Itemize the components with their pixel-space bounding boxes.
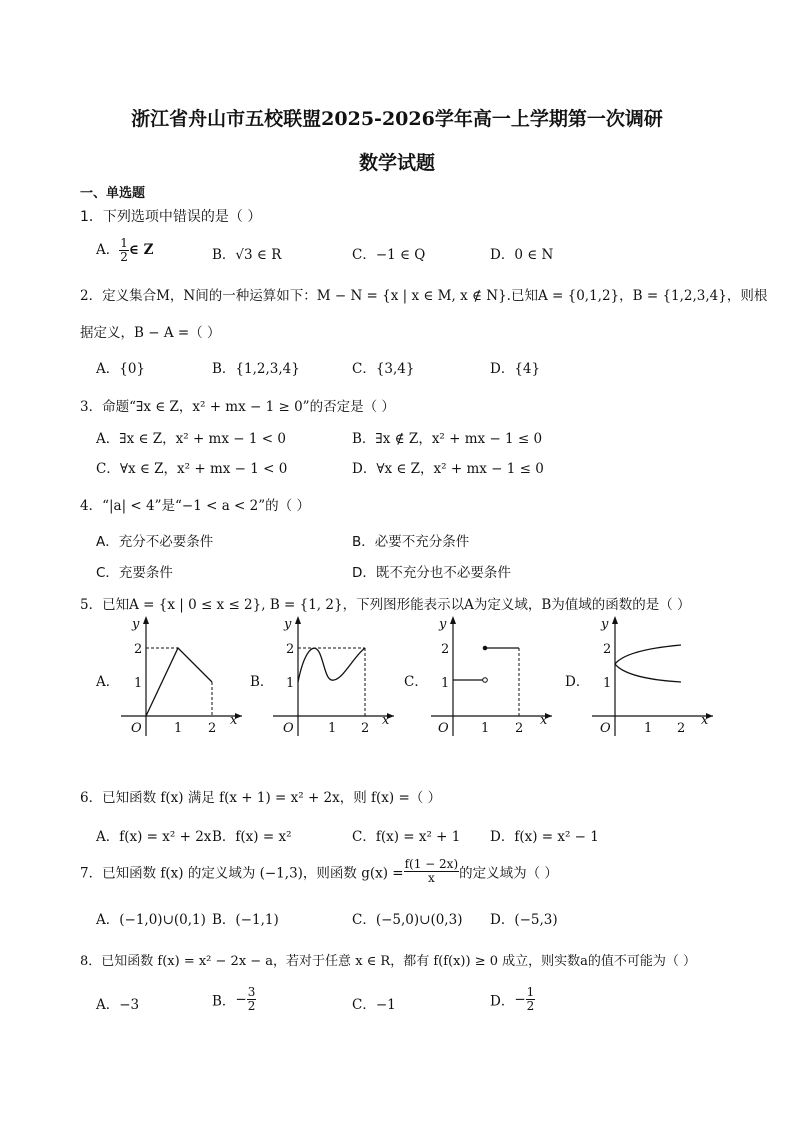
graph-c-xtick-2: 2	[515, 721, 524, 736]
q4-option-c: C．充要条件	[96, 565, 173, 581]
q5-graph-c	[426, 612, 556, 740]
q7-stem	[80, 858, 558, 885]
graph-a-xtick-2: 2	[208, 721, 217, 736]
exam-title: 浙江省舟山市五校联盟2025-2026学年高一上学期第一次调研	[131, 108, 663, 130]
graph-d-ytick-2: 2	[603, 642, 612, 657]
graph-c-origin: O	[438, 721, 449, 736]
q1-a-fraction	[119, 237, 129, 264]
graph-d-origin: O	[600, 721, 611, 736]
graph-c-y-label: y	[439, 617, 447, 632]
q3-option-c: C．∀x ∈ Z，x² + mx − 1 < 0	[96, 461, 288, 477]
q1-option-a	[96, 237, 153, 264]
q5-graph-d	[587, 612, 717, 740]
graph-a-ytick-1: 1	[134, 676, 143, 691]
q8-option-a: A．−3	[96, 997, 140, 1013]
q1-stem: 1．下列选项中错误的是（ ）	[80, 209, 262, 225]
graph-d-xtick-1: 1	[644, 721, 653, 736]
q8-b-fraction	[247, 986, 257, 1013]
q8-b-label: B．	[212, 993, 236, 1010]
q1-a-tail: ∈ Z	[128, 242, 154, 258]
graph-b-x-label: x	[382, 713, 390, 728]
q7-fraction	[404, 858, 460, 885]
q8-d-den: 2	[526, 999, 535, 1013]
q3-option-b: B．∃x ∉ Z，x² + mx − 1 ≤ 0	[352, 431, 543, 447]
q8-d-num: 1	[526, 985, 535, 999]
q8-d-fraction	[526, 986, 536, 1013]
q1-a-label: A．	[96, 242, 120, 258]
q1-a-den: 2	[120, 250, 128, 264]
q8-stem: 8．已知函数 f(x) = x² − 2x − a，若对于任意 x ∈ R，都有 f(f(x)) ≥ 0 成立，则实数a的值不可能为（ ）	[80, 954, 697, 969]
q8-d-sign: −	[514, 991, 526, 1008]
graph-a-origin: O	[131, 721, 142, 736]
graph-c-x-label: x	[540, 713, 548, 728]
q6-option-c: C．f(x) = x² + 1	[352, 829, 461, 845]
graph-b-ytick-1: 1	[286, 676, 295, 691]
graph-b-y-label: y	[284, 617, 292, 632]
graph-d-xtick-2: 2	[677, 721, 686, 736]
q8-b-sign: −	[235, 991, 247, 1008]
graph-a-x-label: x	[230, 713, 238, 728]
q7-option-c: C．(−5,0)∪(0,3)	[352, 912, 463, 928]
graph-a-ytick-2: 2	[134, 642, 143, 657]
q2-option-d: D．{4}	[490, 361, 541, 377]
q6-stem: 6．已知函数 f(x) 满足 f(x + 1) = x² + 2x，则 f(x) =（ ）	[80, 790, 442, 806]
q3-option-d: D．∀x ∈ Z，x² + mx − 1 ≤ 0	[352, 461, 544, 477]
q1-option-d: D．0 ∈ N	[490, 247, 554, 263]
graph-b-ytick-2: 2	[286, 642, 295, 657]
q5-option-b: B．	[250, 674, 274, 690]
q2-option-b: B．{1,2,3,4}	[212, 361, 300, 377]
q6-option-b: B．f(x) = x²	[212, 829, 292, 845]
graph-d-x-label: x	[701, 713, 709, 728]
q5-option-c: C．	[404, 674, 428, 690]
graph-a-y-label: y	[132, 617, 140, 632]
q4-option-b: B．必要不充分条件	[352, 534, 470, 550]
q8-b-num: 3	[247, 985, 256, 999]
graph-c-xtick-1: 1	[481, 721, 490, 736]
q5-graph-b	[268, 612, 398, 740]
q7-option-b: B．(−1,1)	[212, 912, 279, 928]
graph-b-xtick-2: 2	[361, 721, 370, 736]
q5-graph-a	[116, 612, 246, 740]
q8-option-b	[212, 986, 256, 1013]
q7-option-d: D．(−5,3)	[490, 912, 558, 928]
graph-c-ytick-2: 2	[441, 642, 450, 657]
q7-frac-num: f(1 − 2x)	[404, 857, 459, 871]
graph-a-xtick-1: 1	[174, 721, 183, 736]
q8-option-d	[490, 986, 535, 1013]
q2-option-a: A．{0}	[96, 361, 146, 377]
exam-subtitle: 数学试题	[358, 152, 435, 174]
graph-b-xtick-1: 1	[328, 721, 337, 736]
q7-stem-pre: 7．已知函数 f(x) 的定义域为 (−1,3)，则函数 g(x) =	[80, 865, 404, 882]
q4-stem: 4．“|a| < 4”是“−1 < a < 2”的（ ）	[80, 498, 310, 514]
q1-option-b: B．√3 ∈ R	[212, 247, 282, 263]
q6-option-d: D．f(x) = x² − 1	[490, 829, 599, 845]
q5-option-d: D．	[565, 674, 590, 690]
q8-d-label: D．	[490, 993, 515, 1010]
q4-option-d: D．既不充分也不必要条件	[352, 565, 511, 581]
q3-stem: 3．命题“∃x ∈ Z，x² + mx − 1 ≥ 0”的否定是（ ）	[80, 399, 395, 415]
graph-c-ytick-1: 1	[441, 676, 450, 691]
q6-option-a: A．f(x) = x² + 2x	[96, 829, 212, 845]
q8-b-den: 2	[247, 999, 256, 1013]
q7-stem-post: 的定义域为（ ）	[459, 865, 558, 882]
q4-option-a: A．充分不必要条件	[96, 534, 214, 550]
q2-stem: 2．定义集合M，N间的一种运算如下：M − N = {x | x ∈ M, x ∉ N}.已知A = {0,1,2}，B = {1,2,3,4}，则根	[80, 288, 768, 304]
q1-a-num: 1	[120, 236, 128, 250]
q1-option-c: C．−1 ∈ Q	[352, 247, 426, 263]
q2-option-c: C．{3,4}	[352, 361, 415, 377]
graph-d-ytick-1: 1	[603, 676, 612, 691]
q7-frac-den: x	[427, 871, 435, 885]
section-heading: 一、单选题	[80, 186, 146, 201]
graph-d-y-label: y	[601, 617, 609, 632]
q7-option-a: A．(−1,0)∪(0,1)	[96, 912, 206, 928]
q5-option-a: A．	[96, 674, 120, 690]
graph-b-origin: O	[283, 721, 294, 736]
q2-stem-cont: 据定义，B − A =（ ）	[80, 325, 221, 341]
q3-option-a: A．∃x ∈ Z，x² + mx − 1 < 0	[96, 431, 286, 447]
q5-stem: 5．已知A = {x | 0 ≤ x ≤ 2}, B = {1, 2}，下列图形能表示以A为定义域，B为值域的函数的是（ ）	[80, 597, 691, 613]
q8-option-c: C．−1	[352, 997, 396, 1013]
